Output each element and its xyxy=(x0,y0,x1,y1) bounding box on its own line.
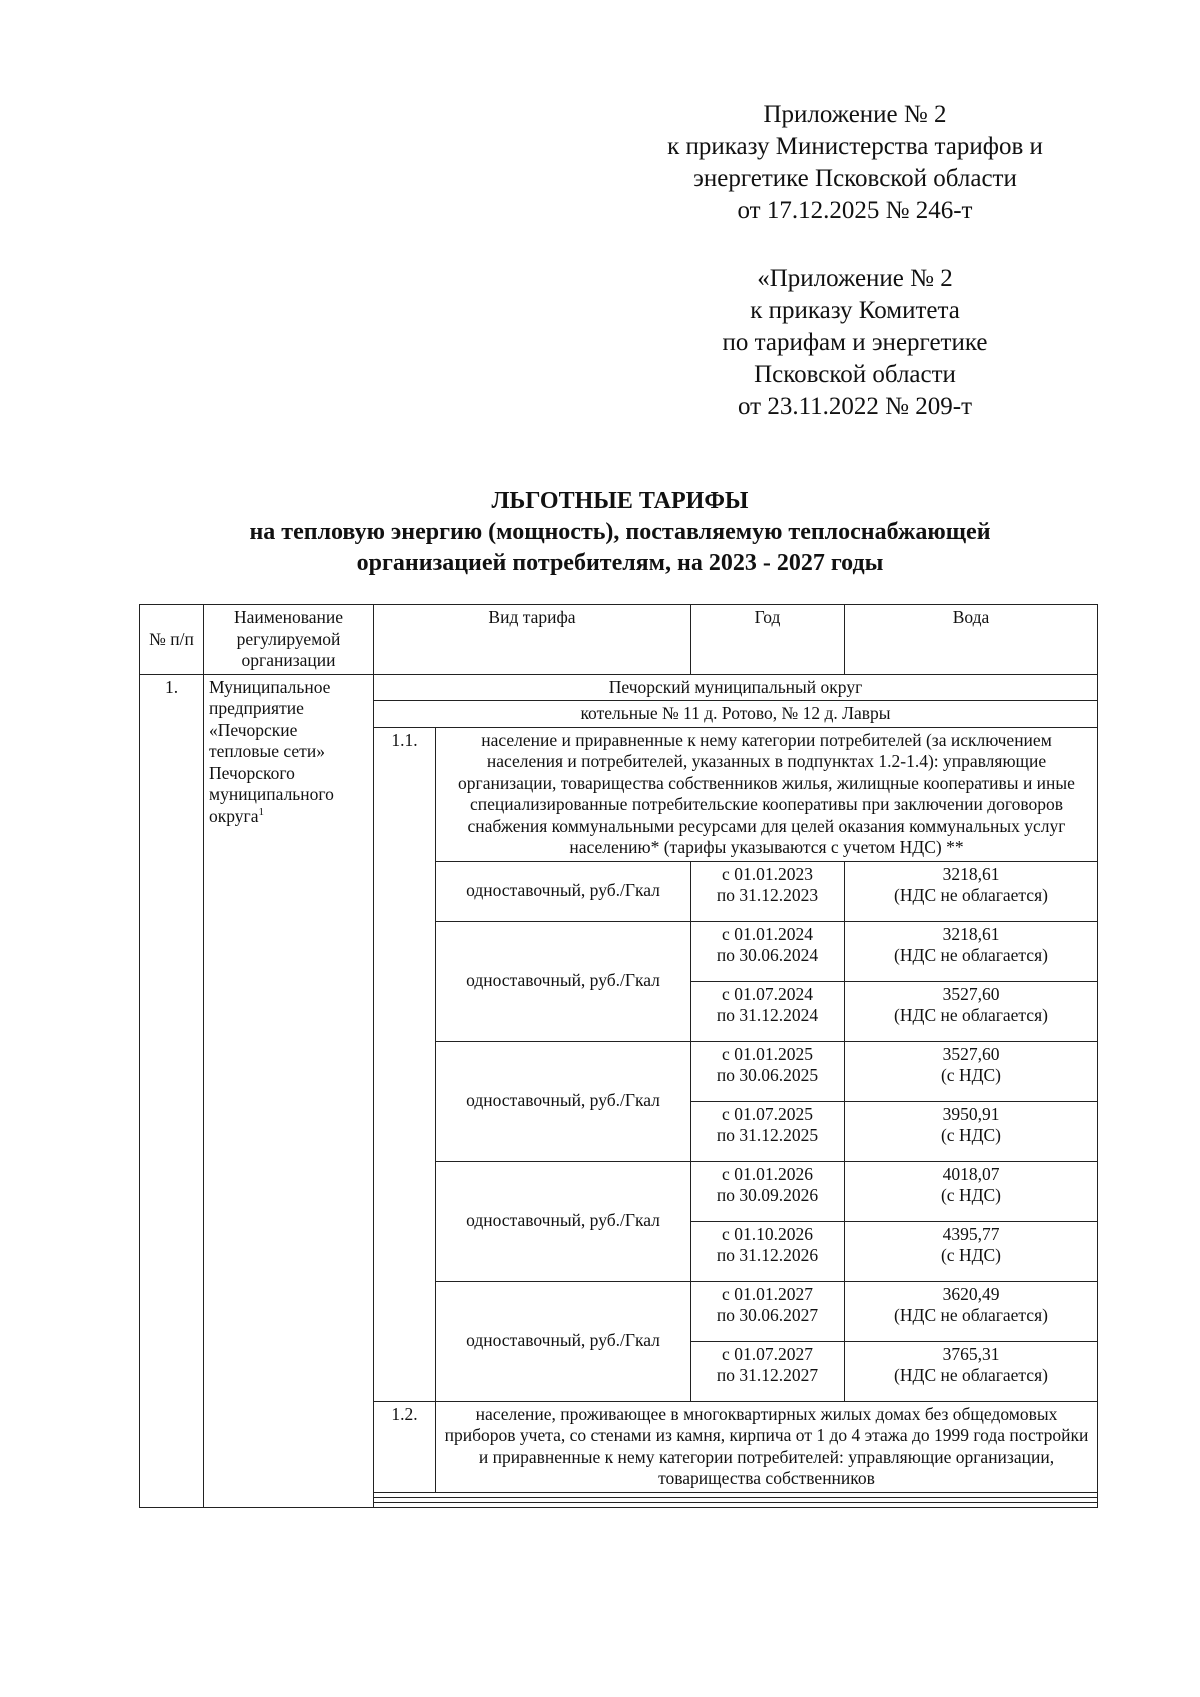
period-to: по 31.12.2027 xyxy=(716,1365,819,1385)
value-cell xyxy=(845,981,1098,1041)
tariff-value: 3765,31 xyxy=(942,1343,1000,1364)
tariff-value: 3218,61 xyxy=(942,863,1000,884)
tariff-type-cell: одноставочный, руб./Гкал xyxy=(436,861,691,921)
header-water: Вода xyxy=(845,605,1098,675)
header-num: № п/п xyxy=(140,605,204,675)
header-org: Наименование регулируемой организации xyxy=(204,605,374,675)
vat-note: (с НДС) xyxy=(940,1125,1002,1145)
header-tariff-type: Вид тарифа xyxy=(374,605,691,675)
tariff-value: 3950,91 xyxy=(942,1103,1000,1124)
tariff-type-cell: одноставочный, руб./Гкал xyxy=(436,1041,691,1161)
tariff-value: 3218,61 xyxy=(942,923,1000,944)
period-to: по 31.12.2024 xyxy=(716,1005,819,1025)
header-year: Год xyxy=(691,605,845,675)
period-from: с 01.01.2024 xyxy=(722,923,813,944)
sub-1-2-description: население, проживающее в многоквартирных жилых домах без общедомовых приборов учета, со стенами из камня, кирпича от 1 до 4 этажа до 1999 года постройки и приравненные к нему категории потребителей: управляющие организации, товарищества собственников xyxy=(436,1401,1098,1492)
value-cell xyxy=(845,921,1098,981)
row-num: 1. xyxy=(140,674,204,1507)
period-cell xyxy=(691,1041,845,1101)
tariff-value: 4395,77 xyxy=(942,1223,1000,1244)
period-from: с 01.01.2023 xyxy=(722,863,813,884)
period-cell xyxy=(691,1101,845,1161)
value-cell xyxy=(845,1341,1098,1401)
tariff-table xyxy=(139,604,1098,1508)
period-from: с 01.07.2024 xyxy=(722,983,813,1004)
tariff-value: 4018,07 xyxy=(942,1163,1000,1184)
period-to: по 30.06.2027 xyxy=(716,1305,819,1325)
appendix-line: Псковской области xyxy=(754,361,956,388)
sub-num-1-1: 1.1. xyxy=(374,727,436,1401)
org-footnote: 1 xyxy=(258,805,264,818)
title-line: на тепловую энергию (мощность), поставляемую теплоснабжающей xyxy=(249,519,991,545)
tariff-type-cell: одноставочный, руб./Гкал xyxy=(436,921,691,1041)
appendix-header-original xyxy=(690,263,1020,423)
district-cell: Печорский муниципальный округ xyxy=(374,674,1098,701)
tariff-type-cell: одноставочный, руб./Гкал xyxy=(436,1281,691,1401)
appendix-line: к приказу Министерства тарифов и xyxy=(667,133,1043,160)
title-line: организацией потребителям, на 2023 - 2027 годы xyxy=(356,550,884,576)
appendix-line: от 17.12.2025 № 246-т xyxy=(737,197,973,224)
period-to: по 30.06.2025 xyxy=(716,1065,819,1085)
appendix-line: от 23.11.2022 № 209-т xyxy=(737,393,973,420)
org-name-cell xyxy=(204,674,374,1507)
vat-note: (с НДС) xyxy=(940,1065,1002,1085)
period-from: с 01.01.2025 xyxy=(722,1043,813,1064)
vat-note: (НДС не облагается) xyxy=(894,1305,1048,1325)
period-cell xyxy=(691,981,845,1041)
value-cell xyxy=(845,1041,1098,1101)
tariff-type-cell: одноставочный, руб./Гкал xyxy=(436,1161,691,1281)
period-cell xyxy=(691,1161,845,1221)
vat-note: (НДС не облагается) xyxy=(894,945,1048,965)
table-header-row xyxy=(140,605,1098,675)
tariff-value: 3527,60 xyxy=(942,1043,1000,1064)
value-cell xyxy=(845,861,1098,921)
period-cell xyxy=(691,1341,845,1401)
appendix-line: энергетике Псковской области xyxy=(693,165,1017,192)
appendix-line: по тарифам и энергетике xyxy=(722,329,988,356)
value-cell xyxy=(845,1281,1098,1341)
sub-1-1-description: население и приравненные к нему категории потребителей (за исключением населения и потребителей, указанных в подпунктах 1.2-1.4): управляющие организации, товарищества собственников жилья, жилищные кооперативы и иные специализированные потребительские кооперативы при заключении договоров снабжения коммунальными ресурсами для целей оказания коммунальных услуг населению* (тарифы указываются с учетом НДС) ** xyxy=(436,727,1098,861)
period-cell xyxy=(691,921,845,981)
period-to: по 31.12.2025 xyxy=(716,1125,819,1145)
appendix-header-current xyxy=(640,99,1070,227)
value-cell xyxy=(845,1101,1098,1161)
appendix-line: к приказу Комитета xyxy=(750,297,960,324)
org-name: Муниципальное предприятие «Печорские тепловые сети» Печорского муниципального округа xyxy=(209,676,334,826)
tariff-value: 3527,60 xyxy=(942,983,1000,1004)
sub-num-1-2: 1.2. xyxy=(374,1401,436,1492)
period-from: с 01.07.2027 xyxy=(722,1343,813,1364)
boilers-cell: котельные № 11 д. Ротово, № 12 д. Лавры xyxy=(374,701,1098,728)
vat-note: (НДС не облагается) xyxy=(894,1365,1048,1385)
tariff-value: 3620,49 xyxy=(942,1283,1000,1304)
appendix-line: «Приложение № 2 xyxy=(757,265,953,292)
period-from: с 01.01.2027 xyxy=(722,1283,813,1304)
period-cell xyxy=(691,861,845,921)
vat-note: (с НДС) xyxy=(940,1245,1002,1265)
period-from: с 01.01.2026 xyxy=(722,1163,813,1184)
period-to: по 31.12.2023 xyxy=(716,885,819,905)
document-title xyxy=(150,486,1090,579)
value-cell xyxy=(845,1221,1098,1281)
vat-note: (НДС не облагается) xyxy=(894,885,1048,905)
vat-note: (с НДС) xyxy=(940,1185,1002,1205)
table-row xyxy=(140,674,1098,701)
period-to: по 30.09.2026 xyxy=(716,1185,819,1205)
period-cell xyxy=(691,1281,845,1341)
period-to: по 31.12.2026 xyxy=(716,1245,819,1265)
value-cell xyxy=(845,1161,1098,1221)
vat-note: (НДС не облагается) xyxy=(894,1005,1048,1025)
period-to: по 30.06.2024 xyxy=(716,945,819,965)
period-from: с 01.07.2025 xyxy=(722,1103,813,1124)
period-cell xyxy=(691,1221,845,1281)
period-from: с 01.10.2026 xyxy=(722,1223,813,1244)
title-line: ЛЬГОТНЫЕ ТАРИФЫ xyxy=(491,488,749,514)
appendix-line: Приложение № 2 xyxy=(763,101,947,128)
